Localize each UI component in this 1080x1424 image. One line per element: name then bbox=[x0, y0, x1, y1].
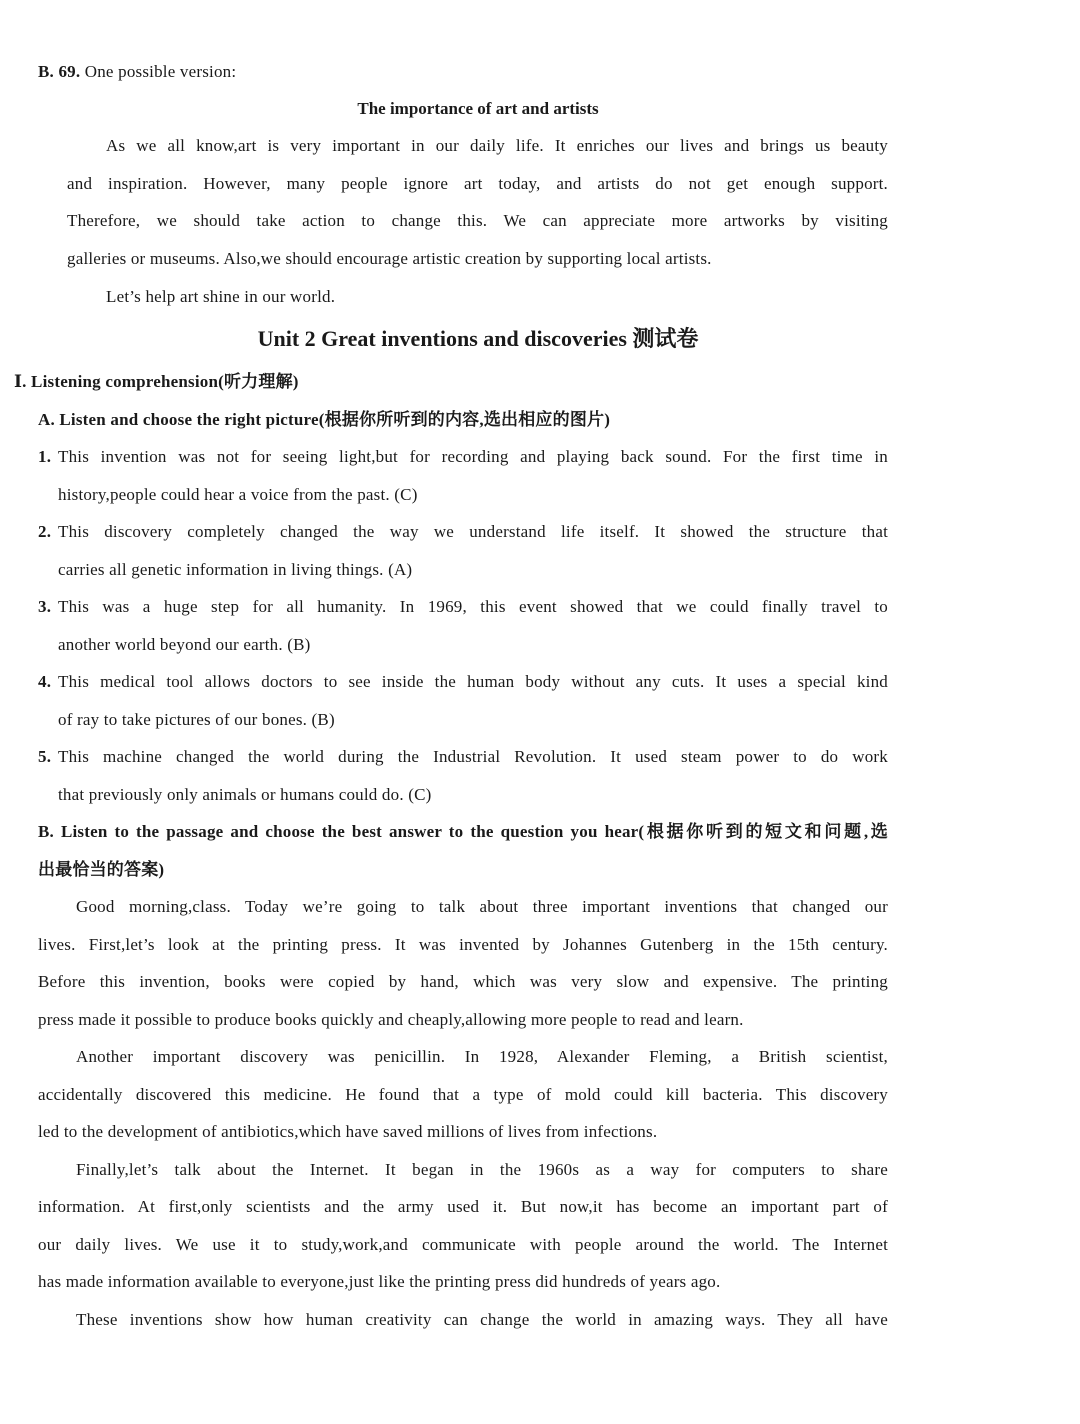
passage-line: accidentally discovered this medicine. He found that a type of mold could kill bacteria. This discovery bbox=[38, 1085, 888, 1104]
item-text-line: that previously only animals or humans could do. (C) bbox=[58, 785, 432, 804]
item-text-line: This medical tool allows doctors to see inside the human body without any cuts. It uses a special kind bbox=[58, 672, 888, 691]
item-text-line: This was a huge step for all humanity. In 1969, this event showed that we could finally travel to bbox=[58, 597, 888, 616]
item-number: 4. bbox=[38, 672, 52, 691]
part-b-title-line: B. Listen to the passage and choose the best answer to the question you hear(根据你听到的短文和问题,选 bbox=[38, 822, 888, 841]
b69-label: B. 69. bbox=[38, 62, 81, 81]
passage-line: Before this invention, books were copied by hand, which was very slow and expensive. The printing bbox=[38, 972, 888, 991]
b69-intro: One possible version: bbox=[84, 62, 237, 81]
item-number: 2. bbox=[38, 522, 52, 541]
essay-line: As we all know,art is very important in our daily life. It enriches our lives and brings us beauty bbox=[106, 136, 888, 155]
passage-line: Another important discovery was penicillin. In 1928, Alexander Fleming, a British scientist, bbox=[76, 1047, 888, 1066]
passage-line: led to the development of antibiotics,which have saved millions of lives from infections. bbox=[38, 1122, 658, 1141]
essay-title: The importance of art and artists bbox=[357, 99, 599, 118]
item-text-line: of ray to take pictures of our bones. (B) bbox=[58, 710, 335, 729]
passage-line: lives. First,let’s look at the printing press. It was invented by Johannes Gutenberg in the 15th century. bbox=[38, 935, 888, 954]
item-text-line: history,people could hear a voice from the past. (C) bbox=[58, 485, 418, 504]
item-number: 5. bbox=[38, 747, 52, 766]
passage-line: our daily lives. We use it to study,work,and communicate with people around the world. The Internet bbox=[38, 1235, 888, 1254]
passage-line: press made it possible to produce books quickly and cheaply,allowing more people to read and learn. bbox=[38, 1010, 744, 1029]
part-b-title-line: 出最恰当的答案) bbox=[38, 860, 165, 879]
passage-line: Finally,let’s talk about the Internet. It began in the 1960s as a way for computers to share bbox=[76, 1160, 888, 1179]
unit-title: Unit 2 Great inventions and discoveries 测试卷 bbox=[257, 326, 699, 351]
essay-line: and inspiration. However, many people ignore art today, and artists do not get enough support. bbox=[67, 174, 888, 193]
passage-line: Good morning,class. Today we’re going to talk about three important inventions that changed our bbox=[76, 897, 888, 916]
item-number: 1. bbox=[38, 447, 52, 466]
essay-closing-line: Let’s help art shine in our world. bbox=[106, 287, 336, 306]
essay-line: galleries or museums. Also,we should encourage artistic creation by supporting local artists. bbox=[67, 249, 712, 268]
passage-line: information. At first,only scientists and the army used it. But now,it has become an important part of bbox=[38, 1197, 888, 1216]
item-text-line: This invention was not for seeing light,but for recording and playing back sound. For the first time in bbox=[58, 447, 888, 466]
item-text-line: This machine changed the world during the Industrial Revolution. It used steam power to do work bbox=[58, 747, 888, 766]
item-text-line: carries all genetic information in living things. (A) bbox=[58, 560, 413, 579]
item-text-line: This discovery completely changed the way we understand life itself. It showed the structure that bbox=[58, 522, 888, 541]
item-text-line: another world beyond our earth. (B) bbox=[58, 635, 311, 654]
b69-header bbox=[38, 61, 236, 83]
part-a-title: A. Listen and choose the right picture(根据你所听到的内容,选出相应的图片) bbox=[38, 410, 611, 429]
passage-line: has made information available to everyone,just like the printing press did hundreds of years ago. bbox=[38, 1272, 721, 1291]
section-title-listening: Ⅰ. Listening comprehension(听力理解) bbox=[14, 372, 299, 391]
essay-line: Therefore, we should take action to change this. We can appreciate more artworks by visiting bbox=[67, 211, 888, 230]
item-number: 3. bbox=[38, 597, 52, 616]
passage-line: These inventions show how human creativity can change the world in amazing ways. They all have bbox=[76, 1310, 888, 1329]
